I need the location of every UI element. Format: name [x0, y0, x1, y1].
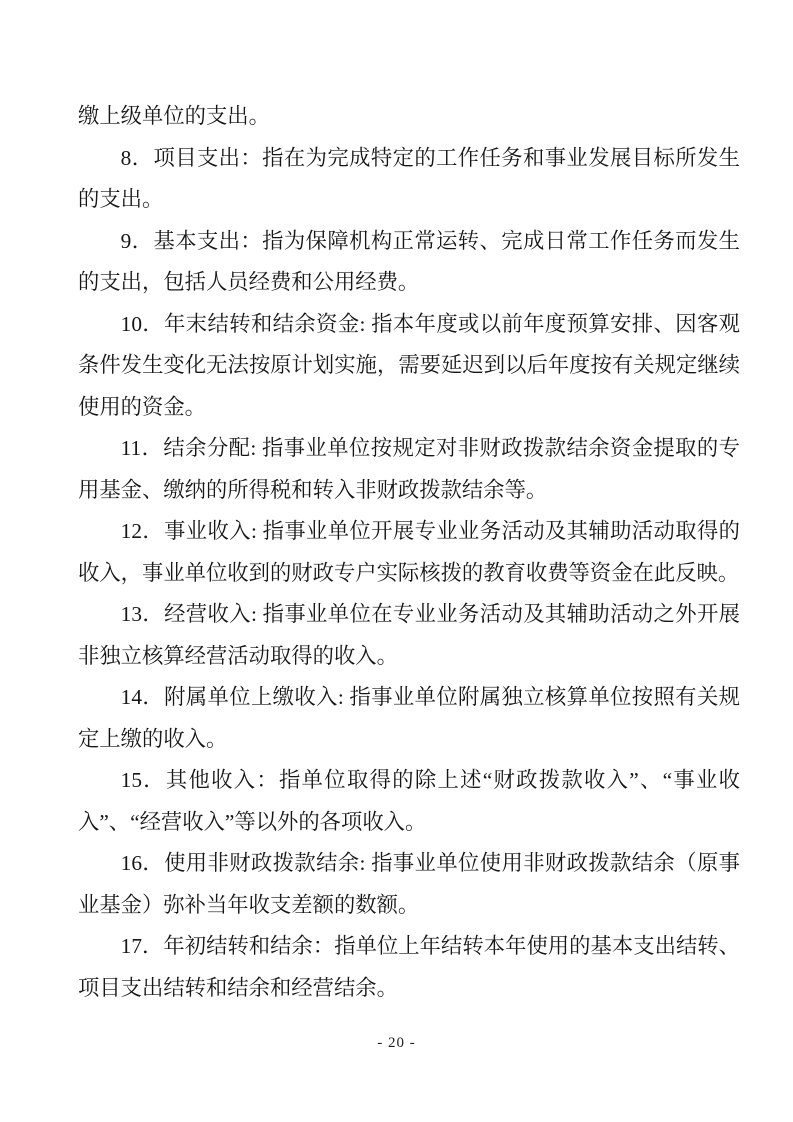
paragraph-item-8: 8．项目支出：指在为完成特定的工作任务和事业发展目标所发生的支出。	[78, 145, 740, 211]
paragraph-item-13: 13．经营收入: 指事业单位在专业业务活动及其辅助活动之外开展非独立核算经营活动取得的收入。	[78, 602, 740, 668]
paragraph-item-11: 11．结余分配: 指事业单位按规定对非财政拨款结余资金提取的专用基金、缴纳的所得税和转入非财政拨款结余等。	[78, 436, 740, 502]
paragraph-item-16: 16．使用非财政拨款结余: 指事业单位使用非财政拨款结余（原事业基金）弥补当年收支差额的数额。	[78, 851, 740, 917]
paragraph-item-17: 17．年初结转和结余：指单位上年结转本年使用的基本支出结转、项目支出结转和结余和经营结余。	[78, 934, 740, 1000]
paragraph-item-15: 15．其他收入：指单位取得的除上述“财政拨款收入”、“事业收入”、“经营收入”等以外的各项收入。	[78, 768, 740, 834]
paragraph-item-14: 14．附属单位上缴收入: 指事业单位附属独立核算单位按照有关规定上缴的收入。	[78, 685, 740, 751]
paragraph-item-9: 9．基本支出：指为保障机构正常运转、完成日常工作任务而发生的支出，包括人员经费和公用经费。	[78, 228, 740, 294]
document-body	[78, 96, 740, 1009]
paragraph-item-10: 10．年末结转和结余资金: 指本年度或以前年度预算安排、因客观条件发生变化无法按原计划实施，需要延迟到以后年度按有关规定继续使用的资金。	[78, 311, 740, 419]
page-number: - 20 -	[377, 1035, 416, 1051]
paragraph-continuation: 缴上级单位的支出。	[78, 104, 270, 128]
paragraph-item-12: 12．事业收入: 指事业单位开展专业业务活动及其辅助活动取得的收入，事业单位收到的财政专户实际核拨的教育收费等资金在此反映。	[78, 519, 740, 585]
